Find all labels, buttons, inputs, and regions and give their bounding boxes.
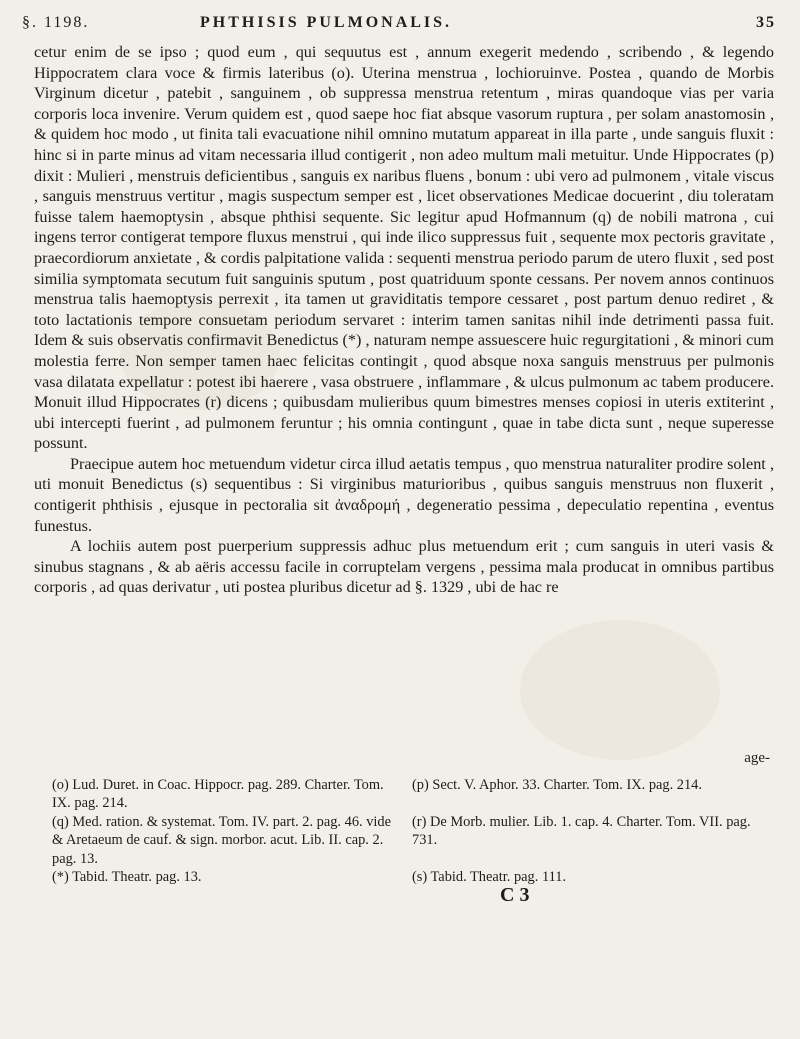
- running-head: [0, 14, 800, 40]
- paper-stain: [520, 620, 720, 760]
- footnote-row: [52, 813, 772, 868]
- footnote-row: [52, 868, 772, 886]
- footnote-row: [52, 776, 772, 813]
- page-number: 35: [756, 14, 776, 31]
- paragraph: cetur enim de se ipso ; quod eum , qui sequutus est , annum exegerit medendo , scribendo , & legendo Hippocratem clara voce & firmis lateribus (o). Uterina menstrua , lochioruinve. Postea , quando de Morbis Virginum dicetur , patebit , sanguinem , ob suppressa menstrua retentum , miras quandoque vias per varia corporis loca invenire. Verum quidem est , quod saepe hoc fiat absque vasorum ruptura , per solam anastomosin , & quidem hoc modo , ut finita tali evacuatione nihil omnino mutatum appareat in illa parte , unde sanguis fluxit : hinc si in parte minus ad vitam necessaria illud contigerit , non adeo multum mali metuitur. Unde Hippocrates (p) dixit : Mulieri , menstruis deficientibus , sanguis ex naribus fluens , bonum : ubi vero ad pulmonem , vitale viscus , sanguis menstruus vertitur , magis suspectum semper est , licet observationes Medicae docuerint , diu toleratam fuisse talem haemoptysin , absque phthisi sequente. Sic legitur apud Hofmannum (q) de nobili matrona , cui ingens terror contigerat tempore fluxus menstrui , qui inde ilico suppressus fuit , sequente mox pectoris gravitate , praecordiorum anxietate , & cordis palpitatione valida : sequenti menstrua periodo parum de utero fluxit , sed post similia symptomata secutum fuit sanguinis sputum , post quatriduum sponte cessans. Per novem annos continuos menstrua talis haemoptysis perrexit , ita tamen ut graviditatis tempore cessaret , post partum denuo rediret , & toto lactationis tempore consuetam periodum servaret : interim tamen sanitas nihil inde detrimenti passa fuit. Idem & suis observatis confirmavit Benedictus (*) , naturam nempe assuescere huic regurgitationi , & minori cum molestia ferre. Non semper tamen haec felicitas contingit , quod absque noxa sanguis menstruus per pulmonis vasa dilatata expellatur : potest ibi haerere , vasa obstruere , inflammare , & ulcus pulmonum ac tabem producere. Monuit illud Hippocrates (r) dicens ; quibusdam mulieribus quum bimestres menses copiosi in uteris extiterint , ubi intercepti fuerint , ad pulmonem feruntur ; his omnia contingunt , quae in tabe dicta sunt , neque superesse possunt.: [34, 43, 774, 453]
- paragraph: A lochiis autem post puerperium suppressis adhuc plus metuendum erit ; cum sanguis in uteri vasis & sinubus stagnans , & ab aëris accessu facile in corruptelam vergens , pessima mala producat in omnibus partibus corporis , ad quas derivatur , uti postea pluribus dicetur ad §. 1329 , ubi de hac re: [34, 537, 774, 597]
- footnote: (q) Med. ration. & systemat. Tom. IV. part. 2. pag. 46. vide & Aretaeum de cauf. & sign. morbor. acut. Lib. II. cap. 2. pag. 13.: [52, 813, 391, 867]
- paragraph: Praecipue autem hoc metuendum videtur circa illud aetatis tempus , quo menstrua naturaliter prodire solent , uti monuit Benedictus (s) sequentibus : Si virginibus maturioribus , quibus sanguis menstruus non fluxerit , contigerit phthisis , ejusque in pectoralia sit ἀναδρομή , degeneratio pessima , depeculatio repentina , eventus funestus.: [34, 454, 774, 535]
- signature-mark: C 3: [500, 884, 530, 906]
- footnote: (s) Tabid. Theatr. pag. 111.: [412, 869, 567, 886]
- running-title: PHTHISIS PULMONALIS.: [200, 14, 453, 31]
- footnote: (p) Sect. V. Aphor. 33. Charter. Tom. IX. pag. 214.: [412, 777, 702, 793]
- main-text: [34, 42, 774, 598]
- catchword: age-: [744, 750, 770, 766]
- footnote: (o) Lud. Duret. in Coac. Hippocr. pag. 289. Charter. Tom. IX. pag. 214.: [52, 777, 384, 812]
- section-number: §. 1198.: [22, 14, 90, 31]
- footnote: (*) Tabid. Theatr. pag. 13.: [52, 869, 202, 886]
- footnote: (r) De Morb. mulier. Lib. 1. cap. 4. Charter. Tom. VII. pag. 731.: [412, 813, 751, 849]
- footnotes: [52, 776, 772, 886]
